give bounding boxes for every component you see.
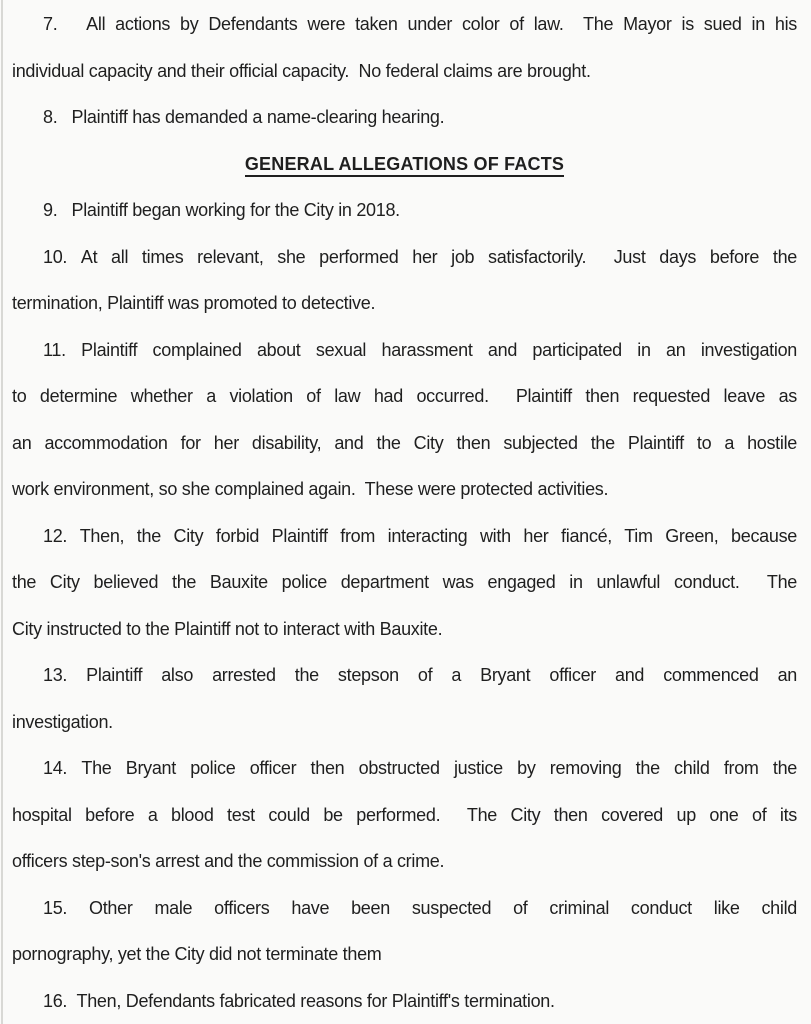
paragraph-13-line-2: investigation. [12,711,113,732]
section-heading-text: GENERAL ALLEGATIONS OF FACTS [245,154,564,177]
paragraph-11-line-1: 11. Plaintiff complained about sexual harassment and participated in an investigation [43,339,797,360]
paragraph-14-line-3: officers step-son's arrest and the commission of a crime. [12,851,445,871]
paragraph-15-line-2: pornography, yet the City did not terminate them [12,944,382,964]
paragraph-12-line-1: 12. Then, the City forbid Plaintiff from interacting with her fiancé, Tim Green, because [43,525,797,546]
paragraph-11-line-3: an accommodation for her disability, and the City then subjected the Plaintiff to a hostile [12,432,797,453]
paragraph-12-line-3: City instructed to the Plaintiff not to interact with Bauxite. [12,618,443,639]
paragraph-12-line-2: the City believed the Bauxite police department was engaged in unlawful conduct. The [12,572,797,592]
paragraph-15-line-1: 15. Other male officers have been suspected of criminal conduct like child [43,897,797,918]
paragraph-14-line-2: hospital before a blood test could be performed. The City then covered up one of its [12,804,797,825]
paragraph-14-line-1: 14. The Bryant police officer then obstructed justice by removing the child from the [43,758,797,778]
paragraph-13-line-1: 13. Plaintiff also arrested the stepson of a Bryant officer and commenced an [43,665,797,685]
paragraph-9-line-1: 9. Plaintiff began working for the City in 2018. [43,200,400,220]
paragraph-10-line-2: termination, Plaintiff was promoted to detective. [12,293,376,313]
paragraph-16-line-1: 16. Then, Defendants fabricated reasons for Plaintiff's termination. [43,990,555,1011]
paragraph-7-line-2: individual capacity and their official capacity. No federal claims are brought. [12,60,591,81]
paragraph-10-line-1: 10. At all times relevant, she performed her job satisfactorily. Just days before the [43,246,797,267]
paragraph-11-line-4: work environment, so she complained again. These were protected activities. [12,479,609,499]
paragraph-11-line-2: to determine whether a violation of law had occurred. Plaintiff then requested leave as [12,386,797,406]
paragraph-7-line-1: 7. All actions by Defendants were taken under color of law. The Mayor is sued in his [43,14,797,34]
paragraph-8-line-1: 8. Plaintiff has demanded a name-clearing hearing. [43,107,445,127]
scan-edge-artifact [1,0,3,1024]
section-heading [12,141,797,188]
